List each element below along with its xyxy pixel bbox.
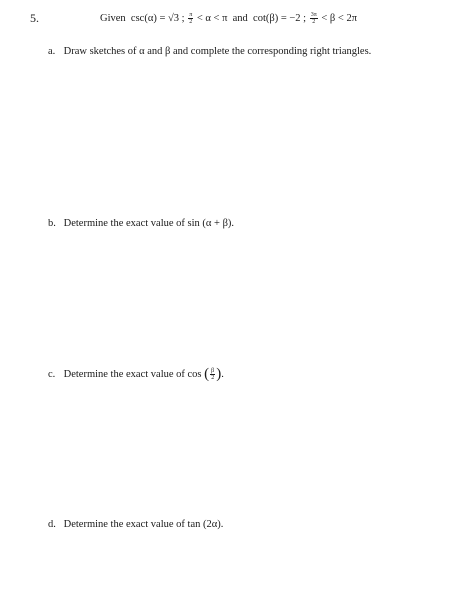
csc-condition: csc(α) = √3 ;	[130, 12, 185, 24]
question-number: 5.	[30, 11, 39, 25]
part-a	[48, 46, 371, 57]
part-d	[48, 519, 223, 530]
alpha-lower-bound-fraction: $\frac{\pi}{2}$	[189, 12, 193, 25]
cot-condition: cot(β) = −2 ;	[253, 12, 307, 24]
alpha-range: < α < π	[196, 12, 228, 24]
given-intro: Given	[100, 12, 126, 24]
part-b	[48, 218, 234, 229]
part-b-text: Determine the exact value of sin (α + β).	[63, 218, 235, 229]
part-c-close-paren: )	[216, 366, 222, 382]
part-c-letter: c.	[48, 368, 56, 380]
part-d-text: Determine the exact value of tan (2α).	[63, 519, 224, 530]
beta-range: < β < 2π	[321, 12, 358, 24]
part-c-open-paren: (	[204, 366, 210, 382]
beta-over-two-fraction: $\frac{\beta}{2}$	[211, 368, 215, 381]
part-c	[48, 366, 224, 383]
part-c-tail: .	[221, 368, 224, 380]
part-a-text: Draw sketches of α and β and complete the corresponding right triangles.	[63, 46, 372, 57]
part-b-letter: b.	[48, 218, 56, 229]
beta-lower-bound-fraction: $\frac{3\pi}{2}$	[310, 12, 317, 25]
part-d-letter: d.	[48, 519, 56, 530]
and-word: and	[232, 12, 248, 24]
given-statement	[100, 12, 357, 25]
part-c-text: Determine the exact value of cos	[63, 368, 202, 380]
part-a-letter: a.	[48, 46, 56, 57]
